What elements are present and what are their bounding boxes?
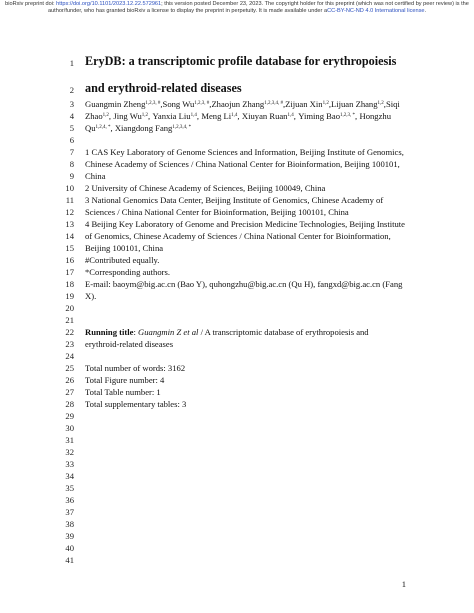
affiliation-3-line-1: 3 National Genomics Data Center, Beijing Institute of Genomics, Chinese Academy of bbox=[85, 195, 384, 205]
line-number: 5 bbox=[69, 123, 74, 133]
table-count: Total Table number: 1 bbox=[85, 387, 161, 397]
line-number: 28 bbox=[65, 399, 74, 409]
line-number: 8 bbox=[69, 159, 74, 169]
line-number: 3 bbox=[69, 99, 74, 109]
banner-middle: ; this version posted December 23, 2023. The copyright holder for this preprint (which was not certified by peer review) is the author/funder, who has granted bioRxiv a license to display the preprint in perpetuity. It is made available under a bbox=[47, 1, 469, 14]
line-number: 17 bbox=[65, 267, 74, 277]
line-number: 32 bbox=[65, 447, 74, 457]
word-count: Total number of words: 3162 bbox=[85, 363, 186, 373]
author: Hongzhu bbox=[359, 111, 391, 121]
affiliation-4-line-2: of Genomics, Chinese Academy of Sciences / China National Center for Bioinformation, bbox=[85, 231, 391, 241]
line-number: 33 bbox=[65, 459, 74, 469]
line-number: 30 bbox=[65, 423, 74, 433]
supplementary-table-count: Total supplementary tables: 3 bbox=[85, 399, 187, 409]
line-number: 12 bbox=[65, 207, 74, 217]
line-number: 20 bbox=[65, 303, 74, 313]
figure-count: Total Figure number: 4 bbox=[85, 375, 165, 385]
line-number: 14 bbox=[65, 231, 74, 241]
affiliation-2: 2 University of Chinese Academy of Sciences, Beijing 100049, China bbox=[85, 183, 326, 193]
line-number: 11 bbox=[65, 195, 74, 205]
line-number: 4 bbox=[69, 111, 74, 121]
affiliation-1-line-1: 1 CAS Key Laboratory of Genome Sciences and Information, Beijing Institute of Genomics, bbox=[85, 147, 404, 157]
affiliation-1-line-3: China bbox=[85, 171, 106, 181]
running-title-label: Running title bbox=[85, 327, 134, 337]
line-number: 38 bbox=[65, 519, 74, 529]
line-number: 6 bbox=[69, 135, 74, 145]
author: Jing Wu$^{1,2}$, bbox=[113, 111, 151, 121]
author: Song $Wu^{1,2,3, \#}$, bbox=[162, 99, 212, 109]
line-number: 22 bbox=[65, 327, 74, 337]
doi-link[interactable]: https://doi.org/10.1101/2023.12.22.572961 bbox=[56, 1, 162, 7]
author: Siqi bbox=[385, 99, 400, 109]
line-number: 2 bbox=[69, 85, 74, 95]
email-line-1: E-mail: baoym@big.ac.cn (Bao Y), quhongzhu@big.ac.cn (Qu H), fangxd@big.ac.cn (Fang bbox=[85, 279, 403, 289]
line-number: 25 bbox=[65, 363, 74, 373]
author: Yiming Bao$^{1,2,3, *}$, bbox=[298, 111, 358, 121]
line-number: 36 bbox=[65, 495, 74, 505]
license-link[interactable]: CC-BY-NC-ND 4.0 International license bbox=[327, 7, 425, 14]
line-number: 31 bbox=[65, 435, 74, 445]
line-number: 23 bbox=[65, 339, 74, 349]
line-number: 7 bbox=[69, 147, 74, 157]
author: Zijuan Xin$^{1,2}$, bbox=[285, 99, 331, 109]
line-number: 1 bbox=[69, 58, 74, 68]
line-number: 26 bbox=[65, 375, 74, 385]
line-number: 39 bbox=[65, 531, 74, 541]
affiliation-1-line-2: Chinese Academy of Sciences / China National Center for Bioinformation, Beijing 100101, bbox=[85, 159, 400, 169]
author: Yanxia Liu$^{1,4}$, bbox=[152, 111, 199, 121]
author: Xiuyan Ruan$^{1,4}$, bbox=[241, 111, 296, 121]
affiliation-4-line-3: Beijing 100101, China bbox=[85, 243, 164, 253]
line-number: 9 bbox=[69, 171, 74, 181]
author-line-2 bbox=[85, 111, 391, 121]
line-number: 24 bbox=[65, 351, 74, 361]
affiliation-4-line-1: 4 Beijing Key Laboratory of Genome and Precision Medicine Technologies, Beijing Institute bbox=[85, 219, 405, 229]
author: Xiangdong Fang$^{1,2,3,4, *}$ bbox=[114, 123, 192, 133]
author: Zhaojun Zhang$^{1,2,3,4, \#}$, bbox=[211, 99, 286, 109]
line-number: 27 bbox=[65, 387, 74, 397]
paper-title-line-1: EryDB: a transcriptomic profile database for erythropoiesis bbox=[85, 54, 397, 68]
banner-suffix: . bbox=[424, 7, 427, 14]
corresponding-note: *Corresponding authors. bbox=[85, 267, 170, 277]
banner-prefix: bioRxiv preprint doi: bbox=[5, 1, 57, 7]
line-number: 16 bbox=[65, 255, 74, 265]
line-number: 29 bbox=[65, 411, 74, 421]
author: Meng Li$^{1,4}$, bbox=[201, 111, 240, 121]
author: $Qu^{1,2,4, *}$, bbox=[85, 123, 113, 133]
line-number: 10 bbox=[65, 183, 74, 193]
line-number: 19 bbox=[65, 291, 74, 301]
paper-title-line-2: and erythroid-related diseases bbox=[85, 81, 242, 95]
preprint-banner bbox=[0, 1, 474, 14]
line-number: 35 bbox=[65, 483, 74, 493]
page-number: 1 bbox=[401, 579, 406, 589]
running-title-authors: Guangmin Z et al bbox=[138, 327, 199, 337]
author-line-1 bbox=[85, 99, 400, 109]
line-number: 34 bbox=[65, 471, 74, 481]
author-line-3 bbox=[85, 123, 391, 133]
contributed-note: #Contributed equally. bbox=[85, 255, 160, 265]
author: Zhao$^{1,2}$, bbox=[85, 111, 112, 121]
line-number: 18 bbox=[65, 279, 74, 289]
line-number: 15 bbox=[65, 243, 74, 253]
line-number: 13 bbox=[65, 219, 74, 229]
affiliation-3-line-2: Sciences / China National Center for Bioinformation, Beijing 100101, China bbox=[85, 207, 349, 217]
line-number: 21 bbox=[65, 315, 74, 325]
line-number: 40 bbox=[65, 543, 74, 553]
author: Guangmin Zheng$^{1,2,3, \#}$, bbox=[85, 99, 163, 109]
email-line-2: X). bbox=[85, 291, 97, 301]
author: Lijuan Zhang$^{1,2}$, bbox=[330, 99, 386, 109]
running-title-line-2: erythroid-related diseases bbox=[85, 339, 174, 349]
line-number: 41 bbox=[65, 555, 74, 565]
running-title-line-1: Running title: Guangmin Z et al / A transcriptomic database of erythropoiesis and bbox=[85, 327, 369, 337]
line-number: 37 bbox=[65, 507, 74, 517]
